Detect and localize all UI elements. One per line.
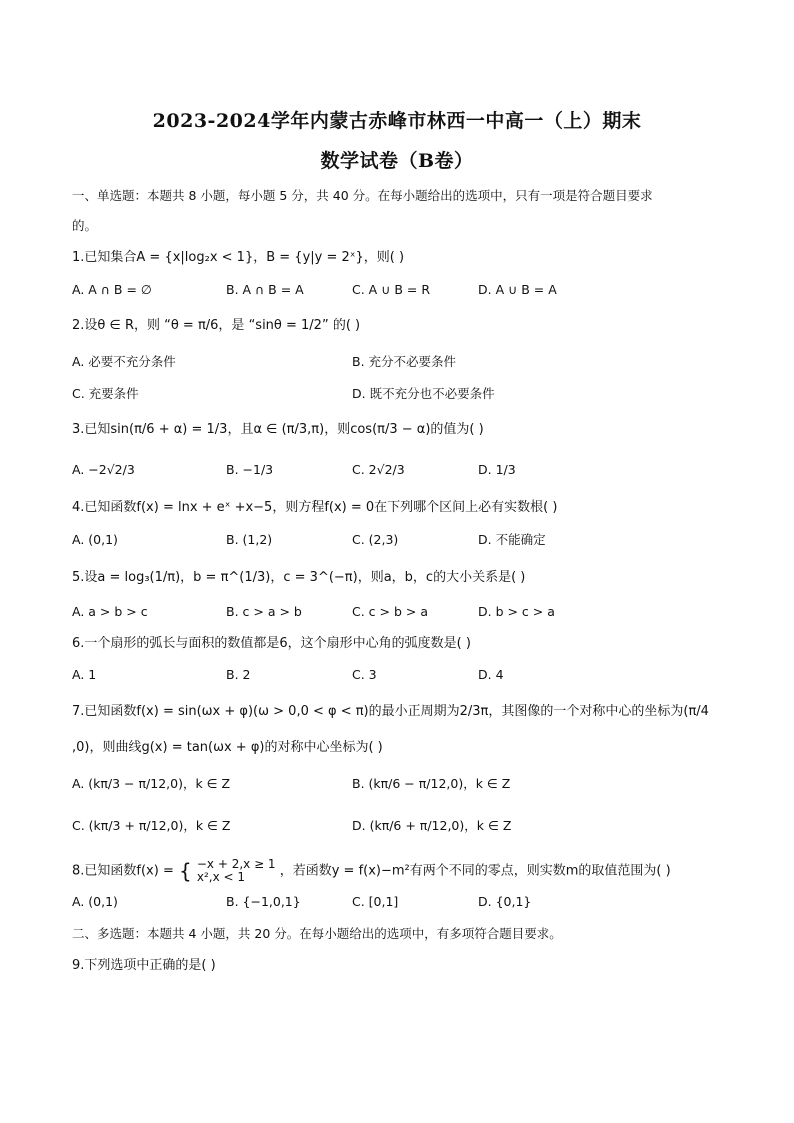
question-2-option-c: C. 充要条件 (72, 386, 139, 401)
question-6-stem: 6.一个扇形的弧长与面积的数值都是6，这个扇形中心角的弧度数是( ) (72, 636, 471, 651)
question-5-option-b: B. c > a > b (226, 604, 302, 619)
question-8-option-d: D. {0,1} (478, 894, 532, 909)
question-7-stem-cont: ,0)，则曲线g(x) = tan(ωx + φ)的对称中心坐标为( ) (72, 740, 383, 755)
question-8-option-a: A. (0,1) (72, 894, 118, 909)
question-7-stem: 7.已知函数f(x) = sin(ωx + φ)(ω > 0,0 < φ < π)的最小正周期为2/3π，其图像的一个对称中心的坐标为(π/4 (72, 704, 709, 719)
question-9-stem: 9.下列选项中正确的是( ) (72, 958, 216, 973)
question-8-option-c: C. [0,1] (352, 894, 399, 909)
question-6-option-b: B. 2 (226, 667, 251, 682)
question-5-option-d: D. b > c > a (478, 604, 555, 619)
question-3-option-c: C. 2√2/3 (352, 462, 405, 477)
question-6-option-d: D. 4 (478, 667, 504, 682)
question-2-option-b: B. 充分不必要条件 (352, 354, 457, 369)
question-3-option-d: D. 1/3 (478, 462, 516, 477)
question-1-option-d: D. A ∪ B = A (478, 282, 557, 297)
question-1-stem: 1.已知集合A = {x|log₂x < 1}，B = {y|y = 2ˣ}，则( ) (72, 250, 405, 265)
question-2-option-d: D. 既不充分也不必要条件 (352, 386, 495, 401)
question-3-option-a: A. −2√2/3 (72, 462, 135, 477)
question-4-option-d: D. 不能确定 (478, 532, 546, 547)
question-8-stem (72, 858, 671, 884)
question-5-option-c: C. c > b > a (352, 604, 428, 619)
question-1-option-b: B. A ∩ B = A (226, 282, 304, 297)
question-2-stem: 2.设θ ∈ R，则 “θ = π/6，是 “sinθ = 1/2” 的( ) (72, 318, 361, 333)
question-1-option-c: C. A ∪ B = R (352, 282, 431, 297)
question-5-option-a: A. a > b > c (72, 604, 148, 619)
section1-instructions: 一、单选题：本题共 8 小题，每小题 5 分，共 40 分。在每小题给出的选项中，只有一项是符合题目要求 (72, 188, 653, 203)
exam-title: 2023-2024学年内蒙古赤峰市林西一中高一（上）期末 (152, 110, 642, 132)
exam-subtitle: 数学试卷（B卷） (320, 150, 474, 172)
question-4-stem: 4.已知函数f(x) = lnx + eˣ +x−5，则方程f(x) = 0在下列哪个区间上必有实数根( ) (72, 500, 558, 515)
question-6-option-a: A. 1 (72, 667, 97, 682)
question-7-option-d: D. (kπ/6 + π/12,0)，k ∈ Z (352, 818, 512, 833)
question-6-option-c: C. 3 (352, 667, 377, 682)
question-5-stem: 5.设a = log₃(1/π)，b = π^(1/3)，c = 3^(−π)，则a，b，c的大小关系是( ) (72, 570, 526, 585)
question-4-option-b: B. (1,2) (226, 532, 273, 547)
section2-instructions: 二、多选题：本题共 4 小题，共 20 分。在每小题给出的选项中，有多项符合题目要求。 (72, 926, 562, 941)
question-7-option-a: A. (kπ/3 − π/12,0)，k ∈ Z (72, 776, 231, 791)
question-8-stem-suffix: ，若函数y = f(x)−m²有两个不同的零点，则实数m的取值范围为( ) (279, 863, 671, 879)
question-2-option-a: A. 必要不充分条件 (72, 354, 176, 369)
brace-icon: { (178, 859, 192, 883)
question-8-option-b: B. {−1,0,1} (226, 894, 301, 909)
section1-instructions-cont: 的。 (72, 218, 98, 233)
piecewise-case-top: −x + 2,x ≥ 1 (196, 857, 276, 871)
piecewise-cases (197, 858, 276, 884)
question-7-option-c: C. (kπ/3 + π/12,0)，k ∈ Z (72, 818, 231, 833)
question-1-option-a: A. A ∩ B = ∅ (72, 282, 152, 297)
question-7-option-b: B. (kπ/6 − π/12,0)，k ∈ Z (352, 776, 511, 791)
question-4-option-a: A. (0,1) (72, 532, 118, 547)
question-4-option-c: C. (2,3) (352, 532, 399, 547)
piecewise-case-bottom: x²,x < 1 (196, 870, 246, 884)
question-3-stem: 3.已知sin(π/6 + α) = 1/3，且α ∈ (π/3,π)，则cos(π/3 − α)的值为( ) (72, 422, 484, 437)
question-3-option-b: B. −1/3 (226, 462, 274, 477)
question-8-stem-prefix: 8.已知函数f(x) = (72, 863, 174, 879)
